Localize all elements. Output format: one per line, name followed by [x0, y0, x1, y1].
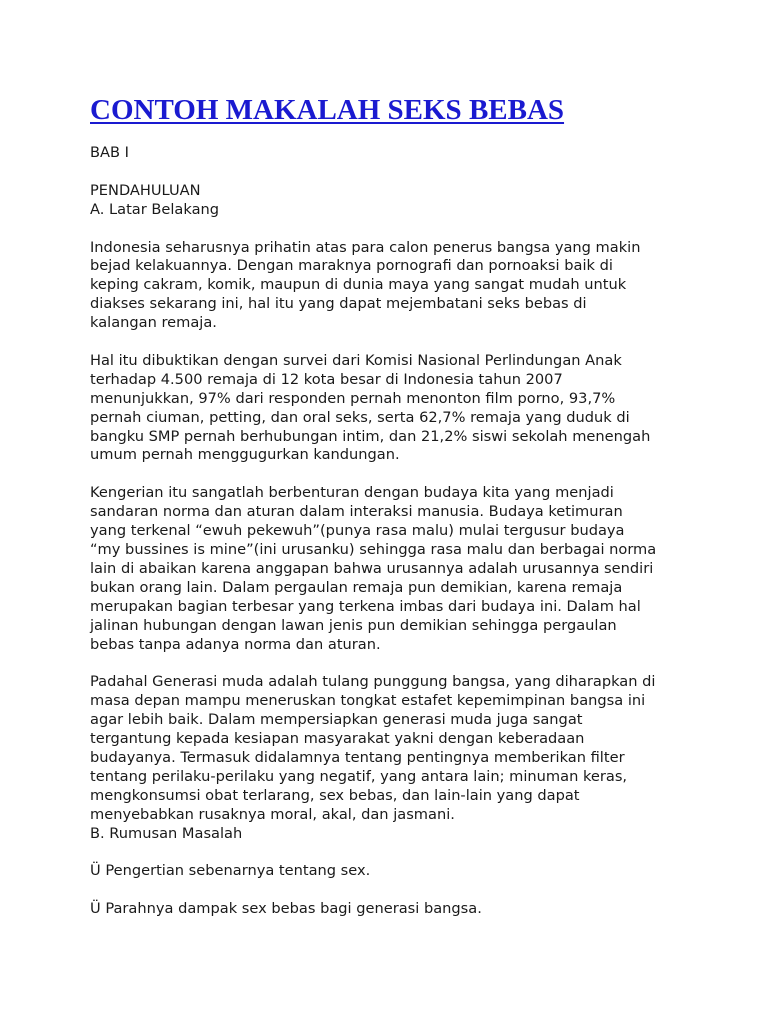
paragraph-line: kalangan remaja. — [90, 314, 217, 332]
paragraph-line: menyebabkan rusaknya moral, akal, dan jasmani. — [90, 805, 455, 823]
paragraph-line: jalinan hubungan dengan lawan jenis pun demikian sehingga pergaulan — [90, 616, 617, 634]
paragraph-line: budayanya. Termasuk didalamnya tentang pentingnya memberikan filter — [90, 748, 625, 766]
spacer — [90, 465, 690, 484]
paragraph-4 — [90, 673, 690, 824]
spacer — [90, 163, 690, 182]
paragraph-line: pernah ciuman, petting, dan oral seks, serta 62,7% remaja yang duduk di — [90, 408, 630, 426]
paragraph-line: bangku SMP pernah berhubungan intim, dan 21,2% siswi sekolah menengah — [90, 427, 651, 445]
spacer — [90, 333, 690, 352]
paragraph-line: masa depan mampu meneruskan tongkat estafet kepemimpinan bangsa ini — [90, 692, 646, 710]
paragraph-2 — [90, 352, 690, 465]
section-heading: PENDAHULUAN — [90, 181, 201, 199]
spacer — [90, 881, 690, 900]
paragraph-line: “my bussines is mine”(ini urusanku) sehingga rasa malu dan berbagai norma — [90, 540, 657, 558]
spacer — [90, 220, 690, 239]
paragraph-line: mengkonsumsi obat terlarang, sex bebas, dan lain-lain yang dapat — [90, 786, 580, 804]
document-title-link[interactable]: CONTOH MAKALAH SEKS BEBAS — [90, 94, 565, 126]
paragraph-line: menunjukkan, 97% dari responden pernah menonton film porno, 93,7% — [90, 389, 616, 407]
paragraph-line: bejad kelakuannya. Dengan maraknya pornografi dan pornoaksi baik di — [90, 257, 613, 275]
paragraph-line: Indonesia seharusnya prihatin atas para calon penerus bangsa yang makin — [90, 238, 641, 256]
spacer — [90, 843, 690, 862]
paragraph-line: diakses sekarang ini, hal itu yang dapat mejembatani seks bebas di — [90, 295, 587, 313]
document-page — [90, 92, 690, 919]
subsection-a-heading: A. Latar Belakang — [90, 200, 220, 218]
paragraph-line: merupakan bagian terbesar yang terkena imbas dari budaya ini. Dalam hal — [90, 597, 641, 615]
paragraph-line: sandaran norma dan aturan dalam interaksi manusia. Budaya ketimuran — [90, 503, 623, 521]
list-item: Ü Pengertian sebenarnya tentang sex. — [90, 862, 371, 880]
paragraph-line: lain di abaikan karena anggapan bahwa urusannya adalah urusannya sendiri — [90, 559, 654, 577]
subsection-b-heading: B. Rumusan Masalah — [90, 824, 243, 842]
paragraph-line: tentang perilaku-perilaku yang negatif, yang antara lain; minuman keras, — [90, 767, 628, 785]
chapter-label: BAB I — [90, 144, 129, 161]
paragraph-1 — [90, 239, 690, 334]
spacer — [90, 654, 690, 673]
paragraph-line: Hal itu dibuktikan dengan survei dari Komisi Nasional Perlindungan Anak — [90, 351, 622, 369]
list-item: Ü Parahnya dampak sex bebas bagi generasi bangsa. — [90, 900, 482, 918]
paragraph-line: agar lebih baik. Dalam mempersiapkan generasi muda juga sangat — [90, 711, 583, 729]
paragraph-line: tergantung kepada kesiapan masyarakat yakni dengan keberadaan — [90, 730, 585, 748]
paragraph-line: Padahal Generasi muda adalah tulang punggung bangsa, yang diharapkan di — [90, 673, 656, 691]
paragraph-line: Kengerian itu sangatlah berbenturan dengan budaya kita yang menjadi — [90, 484, 614, 502]
paragraph-line: keping cakram, komik, maupun di dunia maya yang sangat mudah untuk — [90, 276, 627, 294]
paragraph-line: terhadap 4.500 remaja di 12 kota besar di Indonesia tahun 2007 — [90, 370, 563, 388]
paragraph-line: bukan orang lain. Dalam pergaulan remaja pun demikian, karena remaja — [90, 578, 623, 596]
paragraph-line: umum pernah menggugurkan kandungan. — [90, 446, 400, 464]
paragraph-3 — [90, 484, 690, 654]
paragraph-line: yang terkenal “ewuh pekewuh”(punya rasa malu) mulai tergusur budaya — [90, 522, 625, 540]
paragraph-line: bebas tanpa adanya norma dan aturan. — [90, 635, 381, 653]
